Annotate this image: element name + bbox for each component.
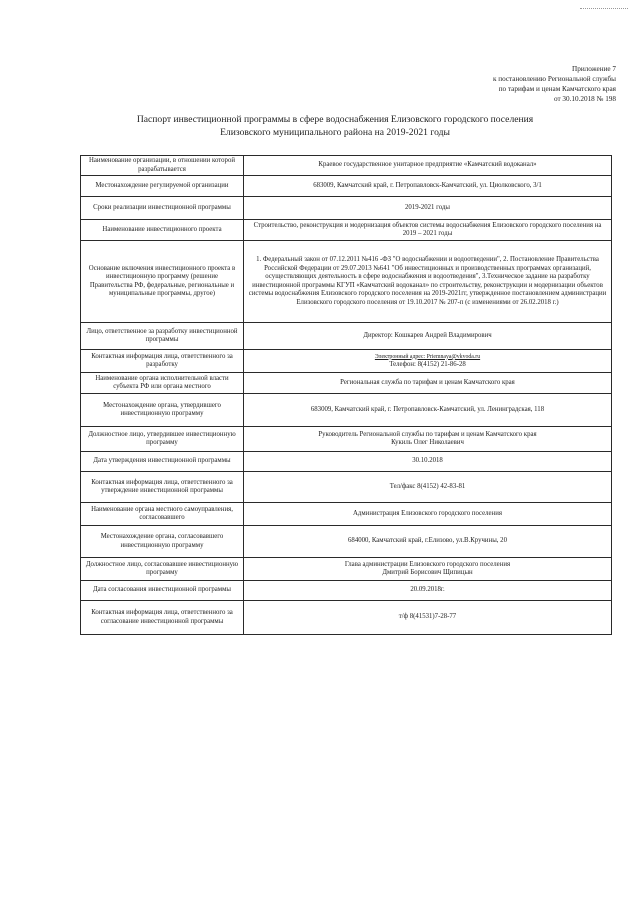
row-value: Директор: Кошкарев Андрей Владимирович [244,323,612,350]
table-row [81,503,612,526]
row-label: Наименование органа местного самоуправления, согласовавшего [81,503,244,526]
row-value: 684000, Камчатский край, г.Елизово, ул.В.Кручины, 20 [244,526,612,558]
table-row [81,558,612,581]
title-line-1: Паспорт инвестиционной программы в сфере водоснабжения Елизовского городского поселения [136,114,534,125]
table-row [81,241,612,323]
row-label: Контактная информация лица, ответственного за согласование инвестиционной программы [81,601,244,635]
official-name: Дмитрий Борисович Щипицын [382,569,473,577]
row-value: Администрация Елизовского городского поселения [244,503,612,526]
table-row [81,176,612,197]
row-label: Сроки реализации инвестиционной программы [81,197,244,220]
row-value: Краевое государственное унитарное предприятие «Камчатский водоканал» [244,156,612,176]
row-value [244,350,612,373]
table-row [81,452,612,472]
row-value: 683009, Камчатский край, г. Петропавловск-Камчатский, ул. Циолковского, 3/1 [244,176,612,197]
row-value: 683009, Камчатский край, г. Петропавловск-Камчатский, ул. Ленинградская, 118 [244,394,612,427]
row-label: Местонахождение органа, утвердившего инвестиционную программу [81,394,244,427]
row-value: 2019-2021 годы [244,197,612,220]
row-label: Должностное лицо, утвердившее инвестиционную программу [81,427,244,452]
scan-mark [580,8,628,9]
row-label: Местонахождение регулируемой организации [81,176,244,197]
table-row [81,156,612,176]
table-row [81,581,612,601]
table-row [81,197,612,220]
document-title [100,113,570,139]
row-value [244,558,612,581]
table-row [81,350,612,373]
table-row [81,220,612,241]
table-row [81,427,612,452]
title-line-2: Елизовского муниципального района на 2019-2021 годы [220,127,450,138]
official-title: Глава администрации Елизовского городского поселения [344,560,511,568]
row-label: Дата утверждения инвестиционной программы [81,452,244,472]
table-row [81,526,612,558]
appendix-line-2: к постановлению Региональной службы [492,75,616,83]
row-value: Региональная служба по тарифам и ценам Камчатского края [244,373,612,394]
row-label: Наименование организации, в отношении которой разрабатывается [81,156,244,176]
row-value: 30.10.2018 [244,452,612,472]
phone-text: Телефон: 8(4152) 21-86-28 [389,361,466,369]
table-row [81,394,612,427]
official-name: Кукиль Олег Николаевич [391,439,464,447]
row-value [244,427,612,452]
row-label: Контактная информация лица, ответственного за разработку [81,350,244,373]
passport-table [80,155,612,635]
row-value: 1. Федеральный закон от 07.12.2011 №416 -ФЗ "О водоснабжении и водоотведении", 2. Постановление Правительства Российской Федерации от 29.07.2013 №641 "Об инвестиционных и производственных программах организаций, осуществляющих деятельность в сфере водоснабжения и водоотведения", 3.Техническое задание на разработку инвестиционной программы КГУП «Камчатский водоканал» по строительству, реконструкции и модернизации объектов системы водоснабжения Елизовского городского поселения на 2019-2021гг, утвержденное постановлением администрации Елизовского городского поселения от 19.10.2017 № 207-п (с изменениями от 26.02.2018 г.) [244,241,612,323]
row-value: Тел/факс 8(4152) 42-83-81 [244,472,612,503]
table-row [81,323,612,350]
row-label: Наименование инвестиционного проекта [81,220,244,241]
email-text: Электронный адрес: Priemnaya@vkvoda.ru [374,353,481,360]
row-label: Контактная информация лица, ответственного за утверждение инвестиционной программы [81,472,244,503]
row-value: 20.09.2018г. [244,581,612,601]
row-label: Должностное лицо, согласовавшее инвестиционную программу [81,558,244,581]
appendix-header [356,64,616,104]
official-title: Руководитель Региональной службы по тарифам и ценам Камчатского края [318,430,537,438]
appendix-line-3: по тарифам и ценам Камчатского края [498,85,616,93]
table-row [81,601,612,635]
row-label: Основание включения инвестиционного проекта в инвестиционную программу (решение Правительства РФ, федеральные, региональные и муниципальные программы, другое) [81,241,244,323]
row-label: Местонахождение органа, согласовавшего инвестиционную программу [81,526,244,558]
row-value: Строительство, реконструкция и модернизация объектов системы водоснабжения Елизовского городского поселения на 2019 – 2021 годы [244,220,612,241]
appendix-line-4: от 30.10.2018 № 198 [553,95,616,103]
row-label: Наименование органа исполнительной власти субъекта РФ или органа местного [81,373,244,394]
row-value: т/ф 8(41531)7-28-77 [244,601,612,635]
row-label: Дата согласования инвестиционной программы [81,581,244,601]
table-row [81,373,612,394]
appendix-line-1: Приложение 7 [572,65,616,73]
row-label: Лицо, ответственное за разработку инвестиционной программы [81,323,244,350]
table-row [81,472,612,503]
